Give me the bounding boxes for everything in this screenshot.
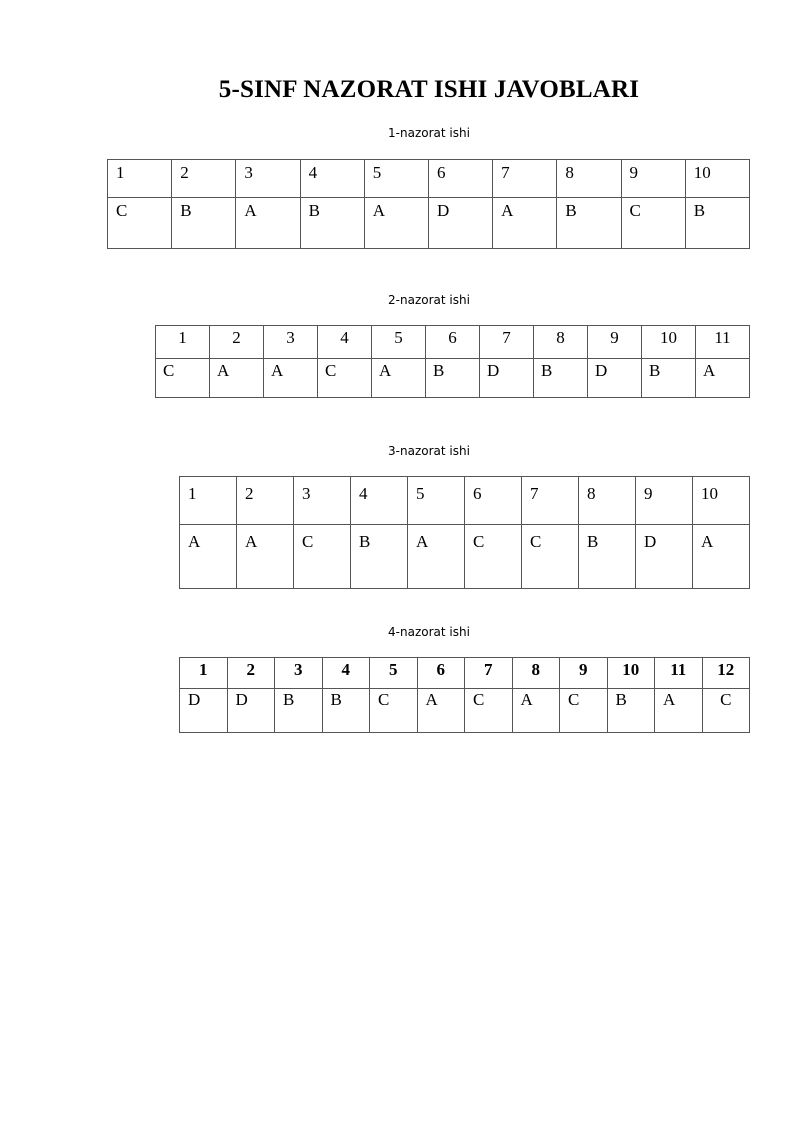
question-number-cell: 5 [370,658,418,689]
question-number-cell: 11 [696,326,750,359]
answer-table-2 [155,325,750,398]
answer-cell: D [227,689,275,733]
answer-cell: B [300,198,364,249]
question-number-cell: 11 [655,658,703,689]
answer-cell: B [172,198,236,249]
answer-cell: C [156,359,210,398]
question-number-cell: 6 [428,160,492,198]
question-number-cell: 10 [693,477,750,525]
question-number-cell: 5 [408,477,465,525]
answer-cell: A [693,525,750,589]
section-3-caption: 3-nazorat ishi [388,444,470,458]
question-number-cell: 4 [318,326,372,359]
question-number-cell: 9 [621,160,685,198]
answer-cell: D [636,525,693,589]
answer-table-1 [107,159,750,249]
question-number-cell: 3 [236,160,300,198]
question-number-cell: 1 [180,477,237,525]
answers-row [180,525,750,589]
answer-table-4 [179,657,750,733]
answer-cell: B [607,689,655,733]
answer-cell: A [264,359,318,398]
question-number-cell: 4 [322,658,370,689]
answer-cell: C [294,525,351,589]
question-number-cell: 2 [227,658,275,689]
answer-cell: B [275,689,323,733]
answer-cell: A [655,689,703,733]
question-number-cell: 4 [351,477,408,525]
question-numbers-row [108,160,750,198]
question-number-cell: 2 [237,477,294,525]
question-number-cell: 5 [372,326,426,359]
answer-cell: D [588,359,642,398]
question-number-cell: 7 [465,658,513,689]
question-number-cell: 7 [480,326,534,359]
answer-cell: A [364,198,428,249]
question-number-cell: 8 [512,658,560,689]
answer-cell: C [108,198,172,249]
answer-cell: A [372,359,426,398]
section-2-caption: 2-nazorat ishi [388,293,470,307]
answers-row [180,689,750,733]
answer-cell: B [642,359,696,398]
answer-cell: B [534,359,588,398]
question-number-cell: 1 [156,326,210,359]
question-number-cell: 4 [300,160,364,198]
answer-cell: B [351,525,408,589]
answer-cell: B [579,525,636,589]
answer-cell: A [236,198,300,249]
answer-cell: C [465,689,513,733]
question-number-cell: 9 [588,326,642,359]
question-numbers-row [156,326,750,359]
answer-cell: A [408,525,465,589]
document-title: 5-SINF NAZORAT ISHI JAVOBLARI [218,76,640,103]
question-number-cell: 10 [685,160,749,198]
question-numbers-row [180,658,750,689]
question-number-cell: 2 [210,326,264,359]
question-number-cell: 12 [702,658,750,689]
question-number-cell: 9 [636,477,693,525]
question-number-cell: 8 [534,326,588,359]
answer-cell: C [702,689,750,733]
answer-cell: A [210,359,264,398]
question-number-cell: 9 [560,658,608,689]
answer-cell: C [522,525,579,589]
question-number-cell: 6 [417,658,465,689]
question-number-cell: 5 [364,160,428,198]
question-number-cell: 3 [264,326,318,359]
answer-cell: C [318,359,372,398]
answer-cell: D [180,689,228,733]
answer-cell: A [512,689,560,733]
answer-cell: B [322,689,370,733]
answer-cell: C [621,198,685,249]
question-number-cell: 7 [493,160,557,198]
answer-cell: A [493,198,557,249]
question-number-cell: 3 [275,658,323,689]
answer-cell: A [237,525,294,589]
answer-cell: C [465,525,522,589]
answer-cell: D [480,359,534,398]
answer-cell: A [417,689,465,733]
question-number-cell: 10 [607,658,655,689]
answers-row [108,198,750,249]
question-number-cell: 7 [522,477,579,525]
question-number-cell: 1 [180,658,228,689]
question-number-cell: 6 [465,477,522,525]
answer-table-3 [179,476,750,589]
section-4-caption: 4-nazorat ishi [388,625,470,639]
answer-cell: D [428,198,492,249]
question-number-cell: 3 [294,477,351,525]
answer-cell: C [370,689,418,733]
question-number-cell: 6 [426,326,480,359]
answer-cell: B [685,198,749,249]
question-number-cell: 8 [557,160,621,198]
answers-row [156,359,750,398]
answer-cell: C [560,689,608,733]
question-number-cell: 10 [642,326,696,359]
question-number-cell: 2 [172,160,236,198]
answer-cell: A [696,359,750,398]
question-number-cell: 8 [579,477,636,525]
answer-cell: A [180,525,237,589]
question-number-cell: 1 [108,160,172,198]
answer-cell: B [557,198,621,249]
section-1-caption: 1-nazorat ishi [388,126,470,140]
answer-cell: B [426,359,480,398]
question-numbers-row [180,477,750,525]
